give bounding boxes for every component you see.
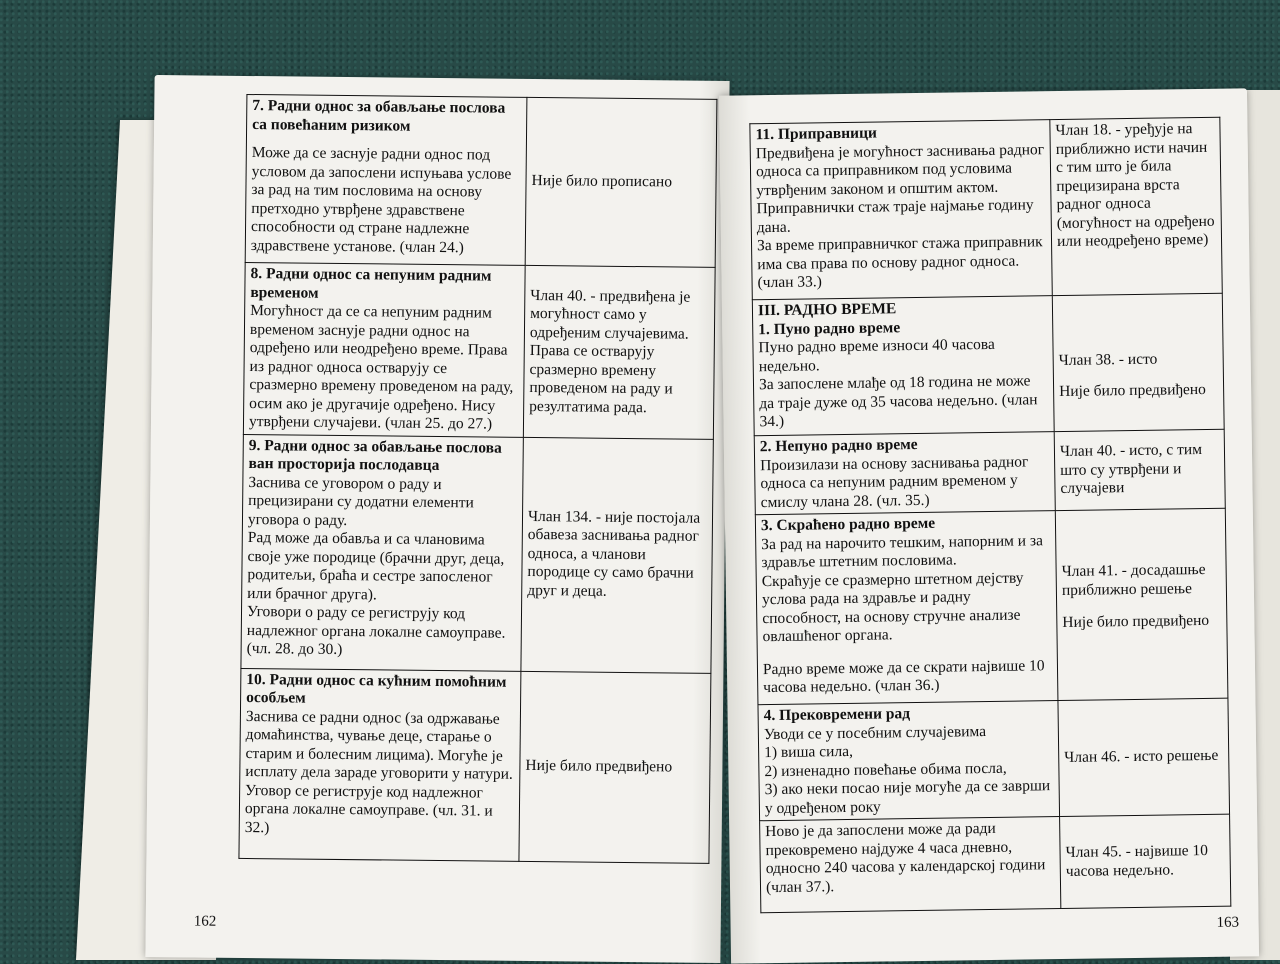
row-text: Може да се заснује радни однос под условом да запослени испуњава услове за рад на тим пословима на основу претходно утврђене здравствене способности од стране надлежне здравствене установе. (члан 24.) xyxy=(250,144,512,256)
comparison-cell xyxy=(519,671,711,863)
table-row xyxy=(245,94,717,267)
table-cell xyxy=(245,94,527,265)
row-heading: 9. Радни однос за обављање послова ван просторија послодавца xyxy=(248,436,502,475)
table-cell xyxy=(760,817,1061,913)
row-text: Ново је да запослени може да ради прековремено најдуже 4 часа дневно, односно 240 часова у календарској години (члан 37.). xyxy=(765,819,1046,896)
comparison-text: Члан 134. - није постојала обавеза заснивања радног односа, а чланови породице су само брачни друг и деца. xyxy=(527,507,701,600)
comparison-text-2: Није било предвиђено xyxy=(1062,611,1210,631)
comparison-text: Није било предвиђено xyxy=(525,756,673,776)
table-row xyxy=(755,508,1228,705)
row-text: Произилази на основу заснивања радног односа са непуним радним временом у смислу члана 28. (чл. 35.) xyxy=(760,452,1029,511)
comparison-cell xyxy=(523,265,715,438)
comparison-text: Члан 45. - највише 10 часова недељно. xyxy=(1065,841,1209,880)
row-text: Заснива се радни однос (за одржавање домаћинства, чување деце, старање о старим и болесним лицима). Могуће је исплату дела зараде уговорити у натури. Уговор се региструје код надлежног органа локалне самоуправе. (чл. 31. и 32.) xyxy=(244,707,513,836)
comparison-cell xyxy=(1058,698,1230,816)
comparison-cell xyxy=(525,97,717,267)
row-heading: 7. Радни однос за обављање послова са повећаним ризиком xyxy=(252,97,506,135)
comparison-text: Члан 41. - досадашње приближно решење xyxy=(1061,560,1206,599)
row-text: Пуно радно време износи 40 часова недељно. xyxy=(758,335,995,375)
comparison-cell xyxy=(1054,429,1225,510)
table-row xyxy=(241,434,713,673)
table-row xyxy=(239,668,711,863)
comparison-text: Члан 40. - предвиђена је могућност само у одређеним случајевима. Права се остварују сразмерно времену проведеном на раду и резултатима рада. xyxy=(529,286,691,416)
right-comparison-table xyxy=(749,117,1231,913)
row-text: Предвиђена је могућност заснивања радног односа са приправником под условима утврђеним законом и општим актом. xyxy=(755,140,1045,199)
table-row xyxy=(752,293,1224,436)
table-row xyxy=(750,117,1222,300)
table-cell xyxy=(243,262,525,436)
row-heading: 2. Непуно радно време xyxy=(759,435,918,456)
table-cell xyxy=(758,701,1060,821)
row-text-2: За запослене млађе од 18 година не може да траје дуже од 35 часова недељно. (члан 34.) xyxy=(758,372,1038,431)
table-row xyxy=(754,429,1225,515)
row-heading: 11. Приправници xyxy=(755,124,878,144)
table-row xyxy=(243,262,715,438)
list-item: 2) изненадно повећање обима посла, xyxy=(764,759,1007,780)
table-cell xyxy=(750,120,1052,300)
comparison-text-2: Није било предвиђено xyxy=(1059,380,1206,400)
row-text-3: Уговори о раду се региструју код надлежног органа локалне самоуправе. (чл. 28. до 30.) xyxy=(246,603,506,659)
table-cell xyxy=(752,296,1054,436)
row-heading: 10. Радни однос са кућним помоћним особљем xyxy=(246,670,507,707)
row-text-3: За време приправничког стажа приправник има сва права по основу радног односа. (члан 33.) xyxy=(756,233,1043,292)
page-number: 163 xyxy=(1216,914,1240,931)
page-number: 162 xyxy=(193,913,217,930)
comparison-cell xyxy=(1060,814,1231,908)
row-heading: 8. Радни однос са непуним радним временом xyxy=(250,265,492,302)
row-heading: 4. Прековремени рад xyxy=(763,705,911,725)
comparison-text: Члан 40. - исто, с тим што су утврђени и случајеви xyxy=(1059,441,1203,498)
left-page xyxy=(145,75,729,963)
comparison-cell xyxy=(1050,117,1222,295)
comparison-text: Члан 18. - уређује на приближно исти начин с тим што је била прецизирана врста радног односа (могућност на одређено или неодређено време) xyxy=(1055,120,1215,251)
table-cell xyxy=(239,668,521,861)
comparison-cell xyxy=(1052,293,1224,431)
comparison-text: Члан 46. - исто решење xyxy=(1064,747,1219,767)
comparison-text: Члан 38. - исто xyxy=(1058,350,1158,370)
comparison-text: Није било прописано xyxy=(531,172,673,191)
right-page xyxy=(719,88,1259,963)
row-text-2: Приправнички стаж траје најмање годину дана. xyxy=(756,196,1034,236)
row-text-2: Рад може да обавља и са члановима своје уже породице (брачни друг, деца, родитељи, браћа и сестре запосленог или брачног друга). xyxy=(247,529,505,603)
row-text-2: Скраћује се сразмерно штетном дејству услова рада на здравље и радну способност, на основу стручне анализе овлашћеног органа. xyxy=(761,569,1024,646)
row-text: Могућност да се са непуним радним временом заснује радни однос на одређено или неодређено време. Права из радног односа остварују се сразмерно времену проведеном на раду, осим ако је другачије одређено. Нису утврђени случајеви. (члан 25. до 27.) xyxy=(248,302,514,433)
list-item: 3) ако неки посао није могуће да се заврши у одређеном року xyxy=(764,777,1051,817)
table-cell xyxy=(755,511,1058,705)
table-cell xyxy=(754,432,1055,515)
section-heading: III. РАДНО ВРЕМЕ xyxy=(757,300,897,320)
table-cell xyxy=(241,434,523,671)
row-text: Заснива се уговором о раду и прецизирани су додатни елементи уговора о раду. xyxy=(247,473,474,529)
table-row xyxy=(760,814,1231,913)
comparison-cell xyxy=(521,437,713,673)
row-heading: 3. Скраћено радно време xyxy=(760,514,936,535)
table-row xyxy=(758,698,1230,821)
row-text-3: Радно време може да се скрати највише 10 часова недељно. (члан 36.) xyxy=(762,656,1045,697)
left-comparison-table xyxy=(238,94,717,863)
comparison-cell xyxy=(1055,508,1228,700)
row-text: Уводи се у посебним случајевима xyxy=(763,722,987,743)
row-heading: 1. Пуно радно време xyxy=(758,318,901,338)
row-text: За рад на нарочито тешким, напорним и за здравље штетним пословима. xyxy=(761,531,1044,572)
list-item: 1) виша сила, xyxy=(764,742,854,762)
